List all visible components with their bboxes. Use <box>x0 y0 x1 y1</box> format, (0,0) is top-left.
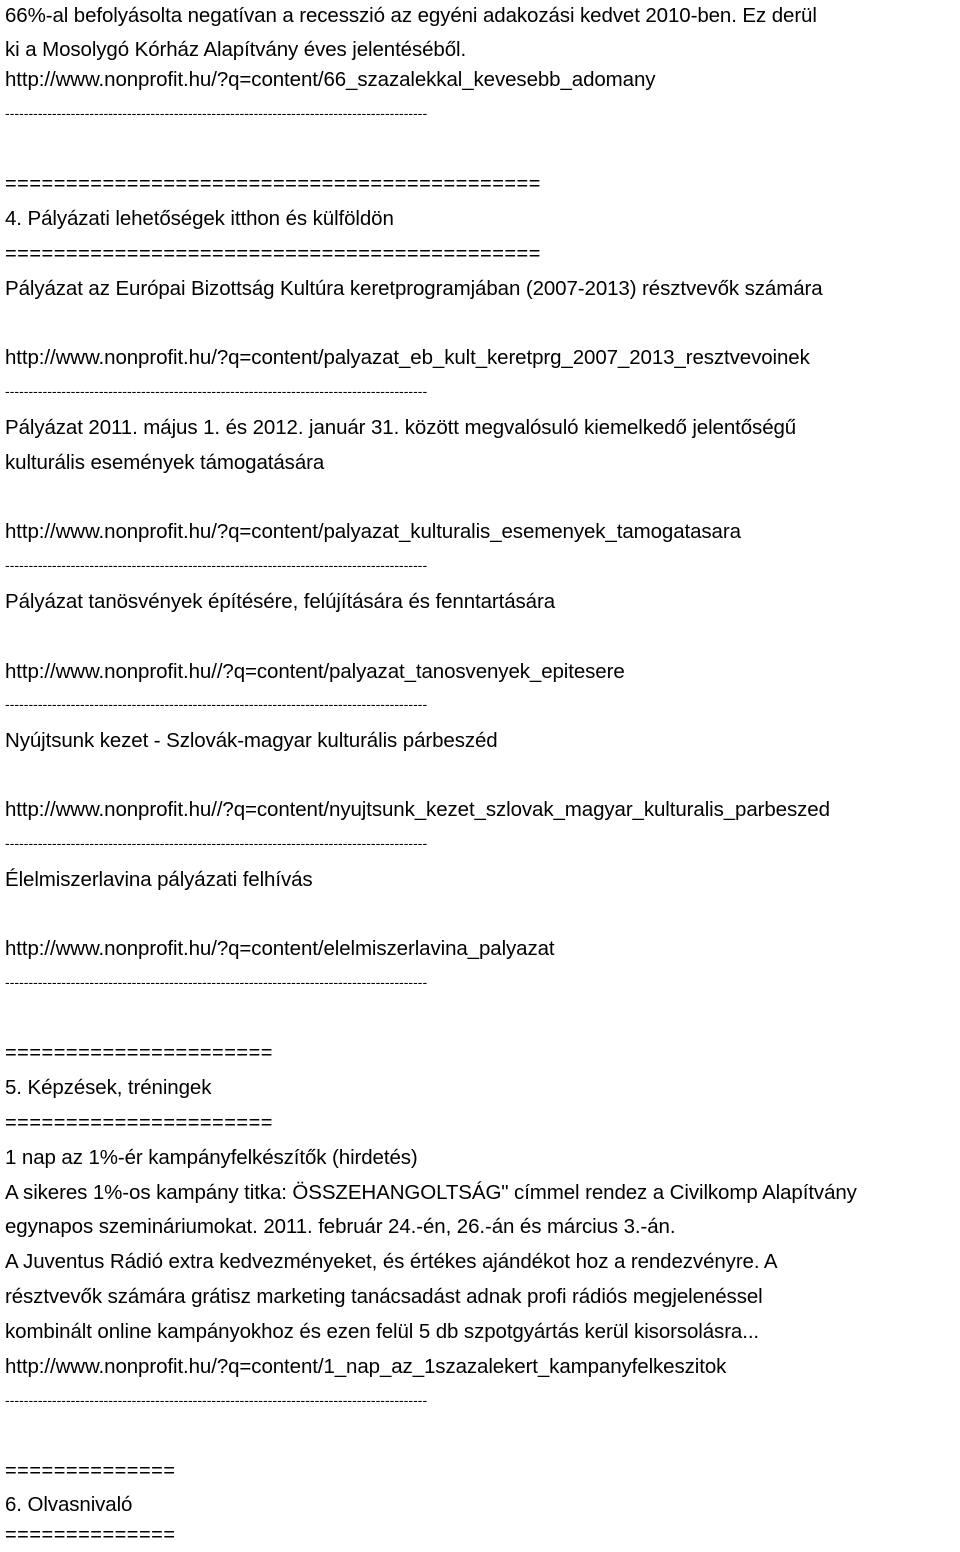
training-body-line-1: A sikeres 1%-os kampány titka: ÖSSZEHANGOLTSÁG" címmel rendez a Civilkomp Alapítvány <box>5 1181 857 1204</box>
training-body-line-4: résztvevők számára grátisz marketing tanácsadást adnak profi rádiós megjelenéssel <box>5 1285 763 1308</box>
training-body-line-5: kombinált online kampányokhoz és ezen felül 5 db szpotgyártás kerül kisorsolásra... <box>5 1320 760 1343</box>
intro-text-line-2: ki a Mosolygó Kórház Alapítvány éves jelentéséből. <box>5 38 467 61</box>
dash-separator: ------------------------------------------------------------------------------------------ <box>5 1394 428 1409</box>
dash-separator: ------------------------------------------------------------------------------------------ <box>5 559 428 574</box>
item-link[interactable]: http://www.nonprofit.hu/?q=content/elelmiszerlavina_palyazat <box>5 937 555 960</box>
section-4-heading: 4. Pályázati lehetőségek itthon és külföldön <box>5 207 394 230</box>
section-5-heading: 5. Képzések, tréningek <box>5 1076 212 1099</box>
dash-separator: ------------------------------------------------------------------------------------------ <box>5 107 428 122</box>
item-title: Élelmiszerlavina pályázati felhívás <box>5 868 313 891</box>
item-title: Pályázat tanösvények építésére, felújítására és fenntartására <box>5 590 556 613</box>
training-body-line-3: A Juventus Rádió extra kedvezményeket, és értékes ajándékot hoz a rendezvényre. A <box>5 1250 778 1273</box>
item-link[interactable]: http://www.nonprofit.hu//?q=content/nyujtsunk_kezet_szlovak_magyar_kulturalis_parbeszed <box>5 798 830 821</box>
heading-rule-top: ============== <box>5 1460 176 1482</box>
item-title: Pályázat az Európai Bizottság Kultúra keretprogramjában (2007-2013) résztvevők számára <box>5 277 823 300</box>
training-title: 1 nap az 1%-ér kampányfelkészítők (hirdetés) <box>5 1146 418 1169</box>
heading-rule-bottom: ====================== <box>5 1112 273 1134</box>
intro-link[interactable]: http://www.nonprofit.hu/?q=content/66_szazalekkal_kevesebb_adomany <box>5 68 656 91</box>
training-body-line-2: egynapos szemináriumokat. 2011. február 24.-én, 26.-án és március 3.-án. <box>5 1215 676 1238</box>
item-link[interactable]: http://www.nonprofit.hu//?q=content/palyazat_tanosvenyek_epitesere <box>5 660 625 683</box>
training-link[interactable]: http://www.nonprofit.hu/?q=content/1_nap_az_1szazalekert_kampanyfelkeszitok <box>5 1355 727 1378</box>
dash-separator: ------------------------------------------------------------------------------------------ <box>5 976 428 991</box>
heading-rule-top: ====================== <box>5 1042 273 1064</box>
section-6-heading: 6. Olvasnivaló <box>5 1493 133 1516</box>
item-link[interactable]: http://www.nonprofit.hu/?q=content/palyazat_eb_kult_keretprg_2007_2013_resztvevoinek <box>5 346 810 369</box>
item-link[interactable]: http://www.nonprofit.hu/?q=content/palyazat_kulturalis_esemenyek_tamogatasara <box>5 520 741 543</box>
dash-separator: ------------------------------------------------------------------------------------------ <box>5 385 428 400</box>
intro-text-line-1: 66%-al befolyásolta negatívan a recesszió az egyéni adakozási kedvet 2010-ben. Ez derül <box>5 4 817 27</box>
heading-rule-bottom: ============== <box>5 1524 176 1546</box>
heading-rule-top: ============================================ <box>5 173 541 195</box>
dash-separator: ------------------------------------------------------------------------------------------ <box>5 837 428 852</box>
item-title-line-1: Pályázat 2011. május 1. és 2012. január 31. között megvalósuló kiemelkedő jelentőségű <box>5 416 797 439</box>
item-title-line-2: kulturális események támogatására <box>5 451 325 474</box>
item-title: Nyújtsunk kezet - Szlovák-magyar kulturális párbeszéd <box>5 729 498 752</box>
dash-separator: ------------------------------------------------------------------------------------------ <box>5 698 428 713</box>
heading-rule-bottom: ============================================ <box>5 243 541 265</box>
